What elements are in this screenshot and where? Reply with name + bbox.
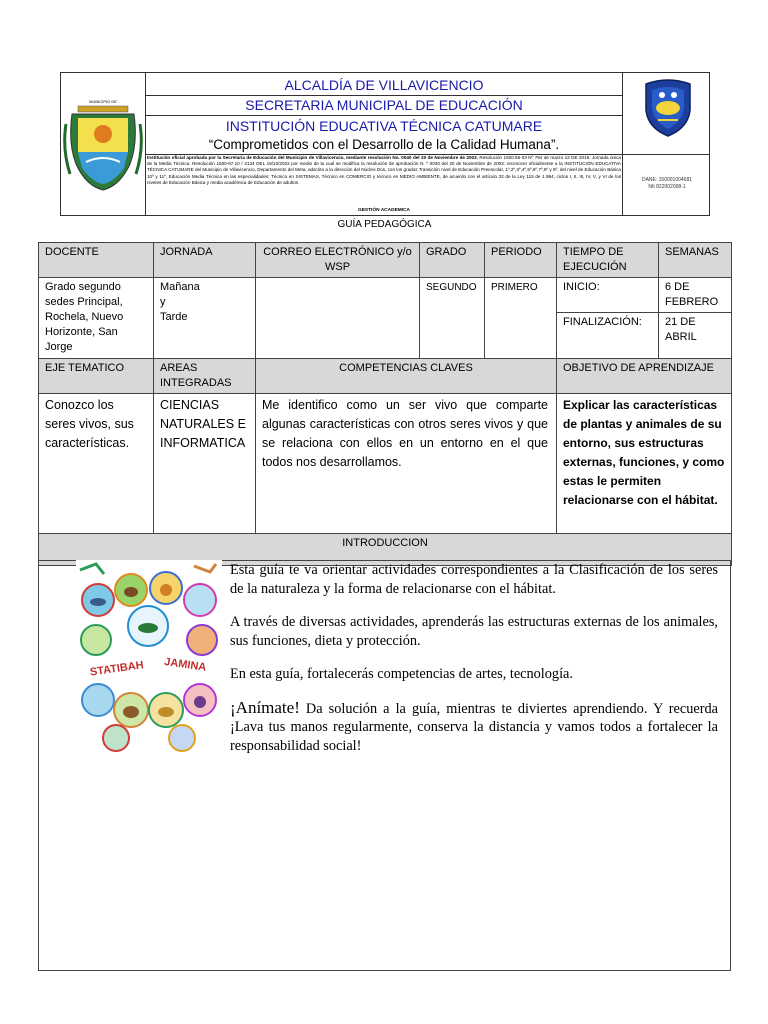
cell-periodo: PRIMERO bbox=[485, 278, 557, 359]
intro-cheer: ¡Anímate! bbox=[230, 697, 300, 717]
nit-code: NIt 822002008-1 bbox=[648, 184, 686, 190]
intro-paragraph-2: A través de diversas actividades, aprenderás las estructuras externas de los animales, sus funciones, dieta y protección. bbox=[230, 614, 718, 649]
header-semanas: SEMANAS bbox=[659, 243, 732, 278]
logo-caption: MUNICIPIO DE bbox=[89, 99, 117, 104]
collage-label-habitats: STATIBAH bbox=[89, 659, 145, 679]
header-objetivo: OBJETIVO DE APRENDIZAJE bbox=[557, 359, 732, 394]
intro-paragraph-4 bbox=[230, 699, 718, 756]
header-grado: GRADO bbox=[420, 243, 485, 278]
cell-fin-value: 21 DE ABRIL bbox=[659, 313, 732, 359]
cell-inicio-label: INICIO: bbox=[557, 278, 659, 313]
cell-correo bbox=[256, 278, 420, 359]
municipal-shield-logo bbox=[62, 98, 144, 194]
cell-objetivo: Explicar las características de plantas y animales de su entorno, sus estructuras externas, funciones, y como estas le permiten relacionarse con el hábitat. bbox=[557, 394, 732, 534]
header-mayor-office: ALCALDÍA DE VILLAVICENCIO bbox=[284, 77, 484, 93]
gestion-label: GESTIÓN ACADEMICA bbox=[357, 208, 411, 213]
resolution-details: Resolución 1500.56-03 Nº 794 de marzo 12 DE 2018: Jornada única de la Media Técnica. Resolución 1500-67.10 / 2134 DEL 19/10/2022 por medio de la cual se modifica la resolución de aprobación N. º 0040 del 20 de Noviembre de 2003: reconocer oficialmente a la INSTITUCIÓN EDUCATIVA TÉCNICA CATUMARE del Municipio de Villavicencio, Departamento del Meta, adscrito a la dirección del Núcleo Dos, con los grados Transición nivel de Educación Preescolar, 1º,2º,3º,4º,5º,6º,7º,8º y 9º, del nivel de Educación Básica 10º y 11º, Educación Media Técnica en las especialidades: Técnico en SISTEMAS, Técnico en COMERCIO y técnico en MEDIO AMBIENTE, de acuerdo con el artículo 32 de la Ley 115 de 1.994, ciclos I, II, III, IV, V, y VI de los niveles de Educación Básica y media académica de Educación de adultos. bbox=[147, 155, 621, 185]
intro-paragraph-3: En esta guía, fortalecerás competencias de artes, tecnología. bbox=[230, 666, 573, 682]
jornada-and: y bbox=[160, 296, 166, 308]
intro-paragraph-1: Esta guía te va orientar actividades correspondientes a la Clasificación de los seres de la naturaleza y la forma de relacionarse con el hábitat. bbox=[230, 562, 718, 597]
intro-paragraph-4-rest: Da solución a la guía, mientras te diviertes aprendiendo. Y recuerda ¡Lava tus manos regularmente, conserva la distancia y vamos todos a fortalecer la responsabilidad social! bbox=[230, 700, 718, 754]
header-docente: DOCENTE bbox=[39, 243, 154, 278]
cell-grado: SEGUNDO bbox=[420, 278, 485, 359]
header-education-secretariat: SECRETARIA MUNICIPAL DE EDUCACIÓN bbox=[245, 97, 523, 113]
cell-fin-label: FINALIZACIÓN: bbox=[557, 313, 659, 359]
cell-jornada bbox=[154, 278, 256, 359]
header-eje: EJE TEMATICO bbox=[39, 359, 154, 394]
header-tiempo: TIEMPO DE EJECUCIÓN bbox=[557, 243, 659, 278]
intro-header: INTRODUCCION bbox=[39, 534, 732, 566]
dane-code: DANE: 150001004681 bbox=[641, 177, 693, 183]
collage-label-animals: JAMINA bbox=[163, 656, 207, 674]
header-jornada: JORNADA bbox=[154, 243, 256, 278]
header-areas: AREAS INTEGRADAS bbox=[154, 359, 256, 394]
header-periodo: PERIODO bbox=[485, 243, 557, 278]
cell-eje: Conozco los seres vivos, sus características. bbox=[39, 394, 154, 534]
resolution-text bbox=[147, 155, 621, 211]
header-competencias: COMPETENCIAS CLAVES bbox=[256, 359, 557, 394]
habitats-animals-collage bbox=[76, 560, 222, 756]
cell-competencias: Me identifico como un ser vivo que comparte algunas características con otros seres vivos y que se relaciona con ellos en un entorno en el que todos nos desarrollamos. bbox=[256, 394, 557, 534]
header-institution-name: INSTITUCIÓN EDUCATIVA TÉCNICA CATUMARE bbox=[225, 118, 543, 134]
header-motto: “Comprometidos con el Desarrollo de la Calidad Humana”. bbox=[208, 137, 560, 152]
jornada-morning: Mañana bbox=[160, 281, 200, 293]
intro-text bbox=[230, 561, 718, 770]
header-correo: CORREO ELECTRÓNICO y/o WSP bbox=[256, 243, 420, 278]
cell-inicio-value: 6 DE FEBRERO bbox=[659, 278, 732, 313]
guide-title: GUÍA PEDAGÓGICA bbox=[337, 219, 432, 230]
cell-docente: Grado segundo sedes Principal, Rochela, Nuevo Horizonte, San Jorge bbox=[39, 278, 154, 359]
jornada-afternoon: Tarde bbox=[160, 311, 188, 323]
institution-badge-logo bbox=[640, 78, 696, 138]
cell-areas: CIENCIAS NATURALES E INFORMATICA bbox=[154, 394, 256, 534]
resolution-bold: Institución oficial aprobada por la Secretaría de Educación del Municipio de Villavicencio, mediante resolución No. 0040 del 20 de Noviembre de 2003. bbox=[147, 155, 478, 160]
guide-table bbox=[38, 242, 732, 566]
